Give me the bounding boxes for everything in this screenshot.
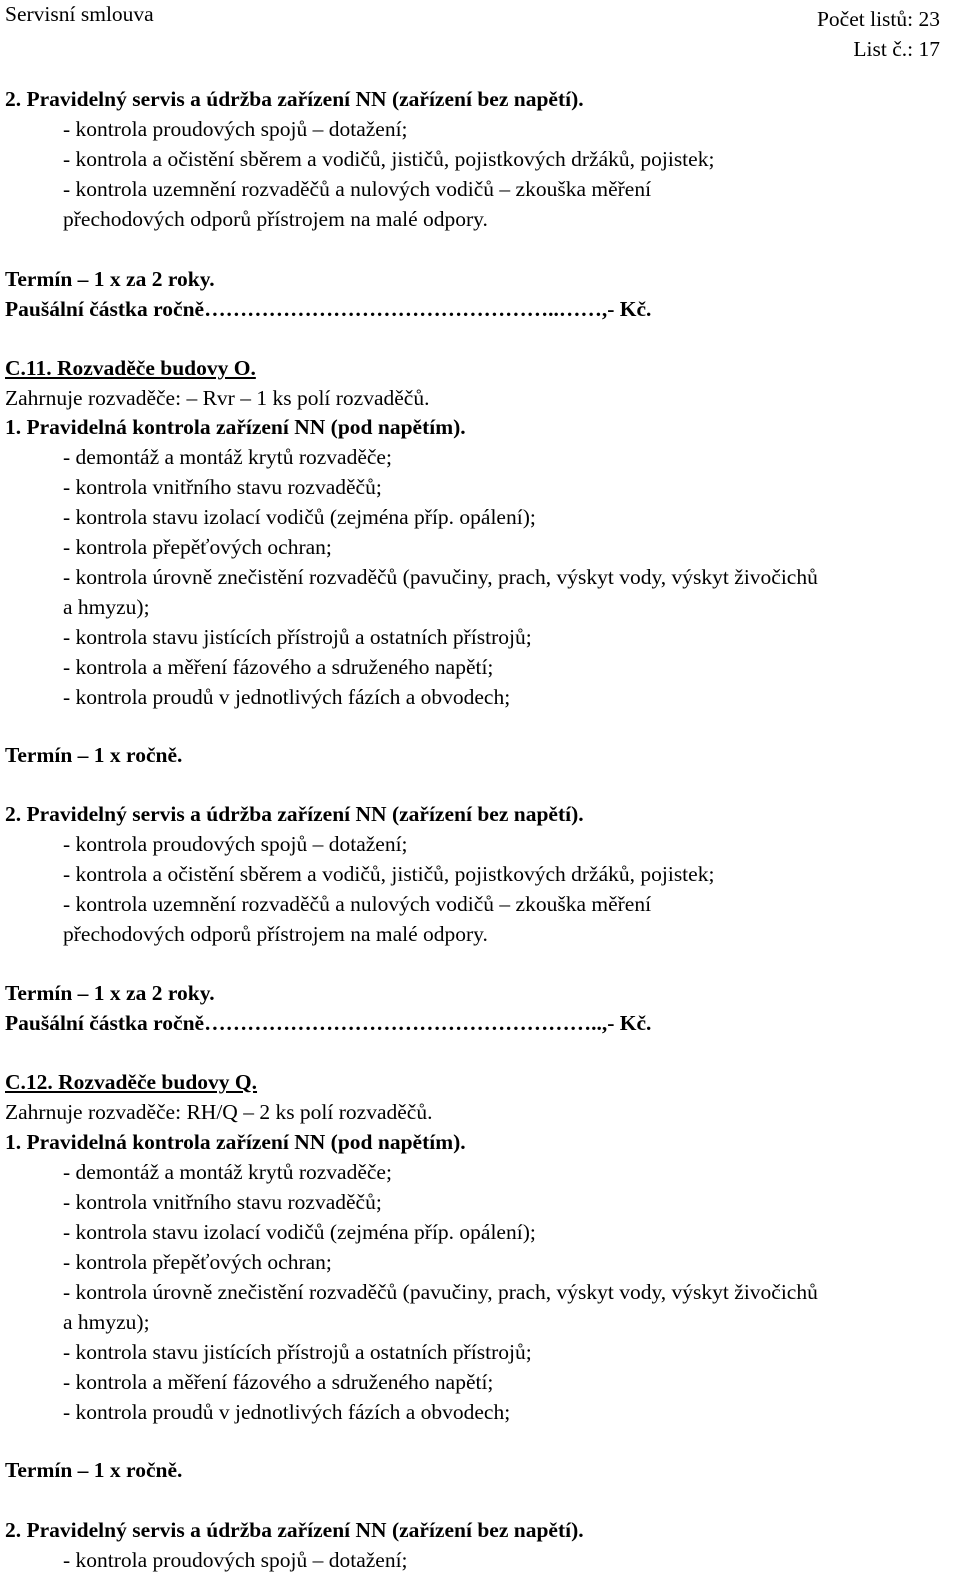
document-line: - kontrola proudových spojů – dotažení; xyxy=(63,832,408,856)
document-line: Zahrnuje rozvaděče: – Rvr – 1 ks polí rozvaděčů. xyxy=(5,386,430,410)
document-line: - kontrola uzemnění rozvaděčů a nulových vodičů – zkouška měření xyxy=(63,892,652,916)
document-line: Termín – 1 x ročně. xyxy=(5,743,183,767)
sheet-number: List č.: 17 xyxy=(853,37,940,62)
document-line: Termín – 1 x za 2 roky. xyxy=(5,267,215,291)
document-line: a hmyzu); xyxy=(63,1310,150,1334)
document-line: 1. Pravidelná kontrola zařízení NN (pod napětím). xyxy=(5,415,466,439)
document-line: - kontrola stavu izolací vodičů (zejména příp. opálení); xyxy=(63,505,536,529)
document-line: Zahrnuje rozvaděče: RH/Q – 2 ks polí rozvaděčů. xyxy=(5,1100,433,1124)
document-title: Servisní smlouva xyxy=(5,2,154,26)
document-line: 2. Pravidelný servis a údržba zařízení NN (zařízení bez napětí). xyxy=(5,1518,584,1542)
document-line: a hmyzu); xyxy=(63,595,150,619)
document-line: - kontrola stavu jistících přístrojů a ostatních přístrojů; xyxy=(63,625,532,649)
document-line: - kontrola uzemnění rozvaděčů a nulových vodičů – zkouška měření xyxy=(63,177,652,201)
document-line: - kontrola přepěťových ochran; xyxy=(63,1250,332,1274)
document-line: přechodových odporů přístrojem na malé odpory. xyxy=(63,922,488,946)
document-line: - kontrola a měření fázového a sdruženého napětí; xyxy=(63,655,494,679)
document-line: - kontrola proudů v jednotlivých fázích a obvodech; xyxy=(63,1400,511,1424)
document-line: - kontrola proudů v jednotlivých fázích a obvodech; xyxy=(63,685,511,709)
document-line: - kontrola proudových spojů – dotažení; xyxy=(63,1548,408,1572)
document-line: - kontrola proudových spojů – dotažení; xyxy=(63,117,408,141)
document-line: 2. Pravidelný servis a údržba zařízení NN (zařízení bez napětí). xyxy=(5,802,584,826)
document-line: C.11. Rozvaděče budovy O. xyxy=(5,356,256,380)
document-line: - kontrola stavu izolací vodičů (zejména příp. opálení); xyxy=(63,1220,536,1244)
document-line: - kontrola vnitřního stavu rozvaděčů; xyxy=(63,475,382,499)
document-line: - kontrola přepěťových ochran; xyxy=(63,535,332,559)
document-line: Termín – 1 x ročně. xyxy=(5,1458,183,1482)
document-line: - kontrola a očistění sběrem a vodičů, jističů, pojistkových držáků, pojistek; xyxy=(63,862,715,886)
document-line: 2. Pravidelný servis a údržba zařízení NN (zařízení bez napětí). xyxy=(5,87,584,111)
document-line: - kontrola úrovně znečistění rozvaděčů (pavučiny, prach, výskyt vody, výskyt živočichů xyxy=(63,565,818,589)
document-line: C.12. Rozvaděče budovy Q. xyxy=(5,1070,258,1094)
document-line: 1. Pravidelná kontrola zařízení NN (pod napětím). xyxy=(5,1130,466,1154)
document-line: - kontrola vnitřního stavu rozvaděčů; xyxy=(63,1190,382,1214)
document-line: - kontrola stavu jistících přístrojů a ostatních přístrojů; xyxy=(63,1340,532,1364)
document-line: přechodových odporů přístrojem na malé odpory. xyxy=(63,207,488,231)
sheet-count: Počet listů: 23 xyxy=(816,7,940,31)
document-line: - kontrola úrovně znečistění rozvaděčů (pavučiny, prach, výskyt vody, výskyt živočichů xyxy=(63,1280,818,1304)
document-line: - kontrola a měření fázového a sdruženého napětí; xyxy=(63,1370,494,1394)
document-line: Paušální částka ročně…………………………………………..……,- Kč. xyxy=(5,297,652,321)
document-line: Paušální částka ročně………………………………………………..,- Kč. xyxy=(5,1011,652,1035)
document-line: - kontrola a očistění sběrem a vodičů, jističů, pojistkových držáků, pojistek; xyxy=(63,147,715,171)
document-line: - demontáž a montáž krytů rozvaděče; xyxy=(63,445,392,469)
document-line: - demontáž a montáž krytů rozvaděče; xyxy=(63,1160,392,1184)
document-line: Termín – 1 x za 2 roky. xyxy=(5,981,215,1005)
sheet-info xyxy=(817,4,940,64)
